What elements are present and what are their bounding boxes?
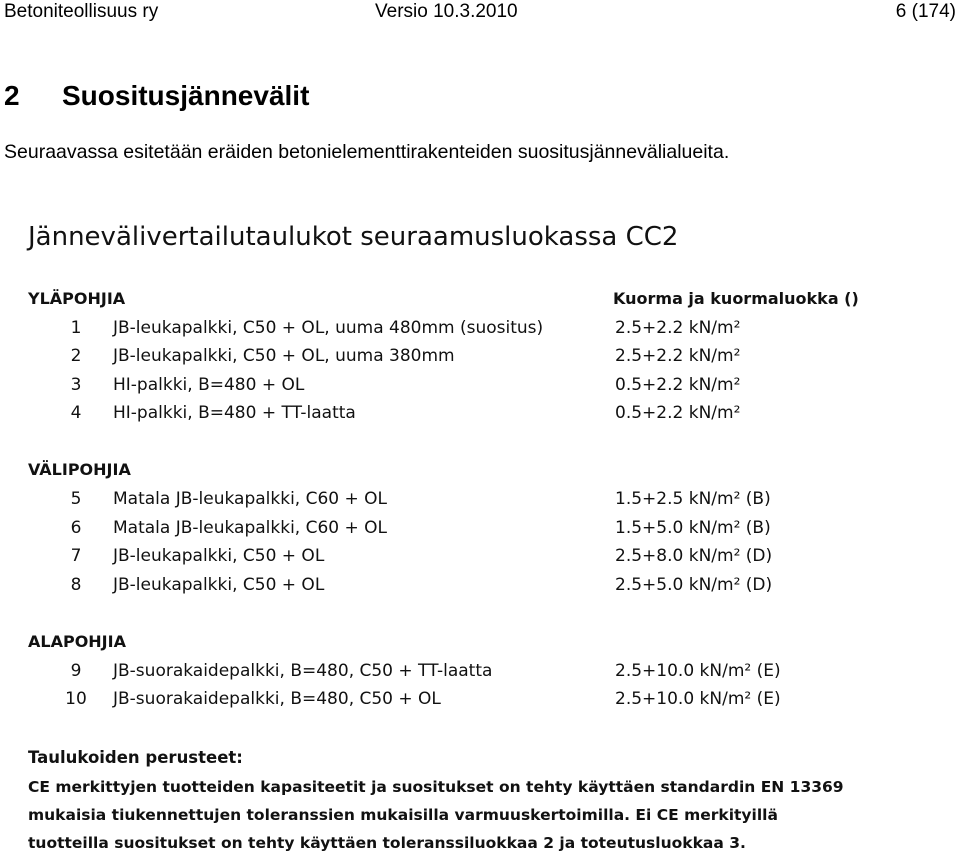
basis-line: tuotteilla suositukset on tehty käyttäen toleranssiluokkaa 2 ja toteutusluokkaa 3. xyxy=(28,834,746,852)
table-row xyxy=(28,685,928,713)
row-number: 6 xyxy=(70,518,82,538)
section-number: 2 xyxy=(4,80,20,111)
row-load: 2.5+2.2 kN/m² xyxy=(615,346,741,366)
row-load: 2.5+5.0 kN/m² (D) xyxy=(615,575,773,595)
group-heading-roofs: YLÄPOHJIA xyxy=(28,289,126,308)
basis-line: CE merkittyjen tuotteiden kapasiteetit ja suositukset on tehty käyttäen standardin EN 13369 xyxy=(28,778,844,796)
row-load: 0.5+2.2 kN/m² xyxy=(615,403,741,423)
row-description: JB-leukapalkki, C50 + OL, uuma 380mm xyxy=(113,346,455,366)
row-number: 4 xyxy=(70,403,82,423)
row-description: Matala JB-leukapalkki, C60 + OL xyxy=(113,518,388,538)
row-description: Matala JB-leukapalkki, C60 + OL xyxy=(113,489,388,509)
row-number: 2 xyxy=(70,346,82,366)
span-comparison-table-image xyxy=(28,215,928,860)
row-number: 7 xyxy=(70,546,82,566)
row-load: 1.5+2.5 kN/m² (B) xyxy=(615,489,771,509)
section-heading xyxy=(4,79,309,113)
row-number: 1 xyxy=(70,318,82,338)
row-description: JB-leukapalkki, C50 + OL xyxy=(113,575,325,595)
header-page-number: 6 (174) xyxy=(895,1,956,22)
header-organization: Betoniteollisuus ry xyxy=(4,1,159,22)
row-description: JB-leukapalkki, C50 + OL xyxy=(113,546,325,566)
section-title: Suositusjännevälit xyxy=(62,80,310,111)
table-row xyxy=(28,314,928,342)
group-heading-base-floors: ALAPOHJIA xyxy=(28,632,126,651)
row-number: 5 xyxy=(70,489,82,509)
table-row xyxy=(28,514,928,542)
row-description: JB-leukapalkki, C50 + OL, uuma 480mm (suositus) xyxy=(113,318,544,338)
header-version: Versio 10.3.2010 xyxy=(375,1,518,22)
table-row xyxy=(28,371,928,399)
table-title: Jännevälivertailutaulukot seuraamusluokassa CC2 xyxy=(28,222,679,252)
row-description: HI-palkki, B=480 + TT-laatta xyxy=(113,403,356,423)
row-load: 2.5+10.0 kN/m² (E) xyxy=(615,689,781,709)
row-number: 10 xyxy=(65,689,87,709)
load-column-header: Kuorma ja kuormaluokka () xyxy=(613,289,859,308)
row-number: 8 xyxy=(70,575,82,595)
row-load: 2.5+10.0 kN/m² (E) xyxy=(615,661,781,681)
row-load: 1.5+5.0 kN/m² (B) xyxy=(615,518,771,538)
row-number: 9 xyxy=(70,661,82,681)
row-load: 2.5+2.2 kN/m² xyxy=(615,318,741,338)
page-header xyxy=(4,0,956,24)
table-row xyxy=(28,399,928,427)
row-description: JB-suorakaidepalkki, B=480, C50 + TT-laatta xyxy=(113,661,493,681)
table-row xyxy=(28,342,928,370)
table-row xyxy=(28,571,928,599)
table-row xyxy=(28,485,928,513)
row-description: HI-palkki, B=480 + OL xyxy=(113,375,305,395)
basis-line: mukaisia tiukennettujen toleranssien mukaisilla varmuuskertoimilla. Ei CE merkityillä xyxy=(28,806,778,824)
group-heading-intermediate-floors: VÄLIPOHJIA xyxy=(28,460,131,479)
row-load: 0.5+2.2 kN/m² xyxy=(615,375,741,395)
basis-heading: Taulukoiden perusteet: xyxy=(28,748,243,767)
row-description: JB-suorakaidepalkki, B=480, C50 + OL xyxy=(113,689,441,709)
table-row xyxy=(28,657,928,685)
row-load: 2.5+8.0 kN/m² (D) xyxy=(615,546,773,566)
table-row xyxy=(28,542,928,570)
intro-paragraph: Seuraavassa esitetään eräiden betonielementtirakenteiden suositusjännevälialueita. xyxy=(4,141,730,163)
row-number: 3 xyxy=(70,375,82,395)
